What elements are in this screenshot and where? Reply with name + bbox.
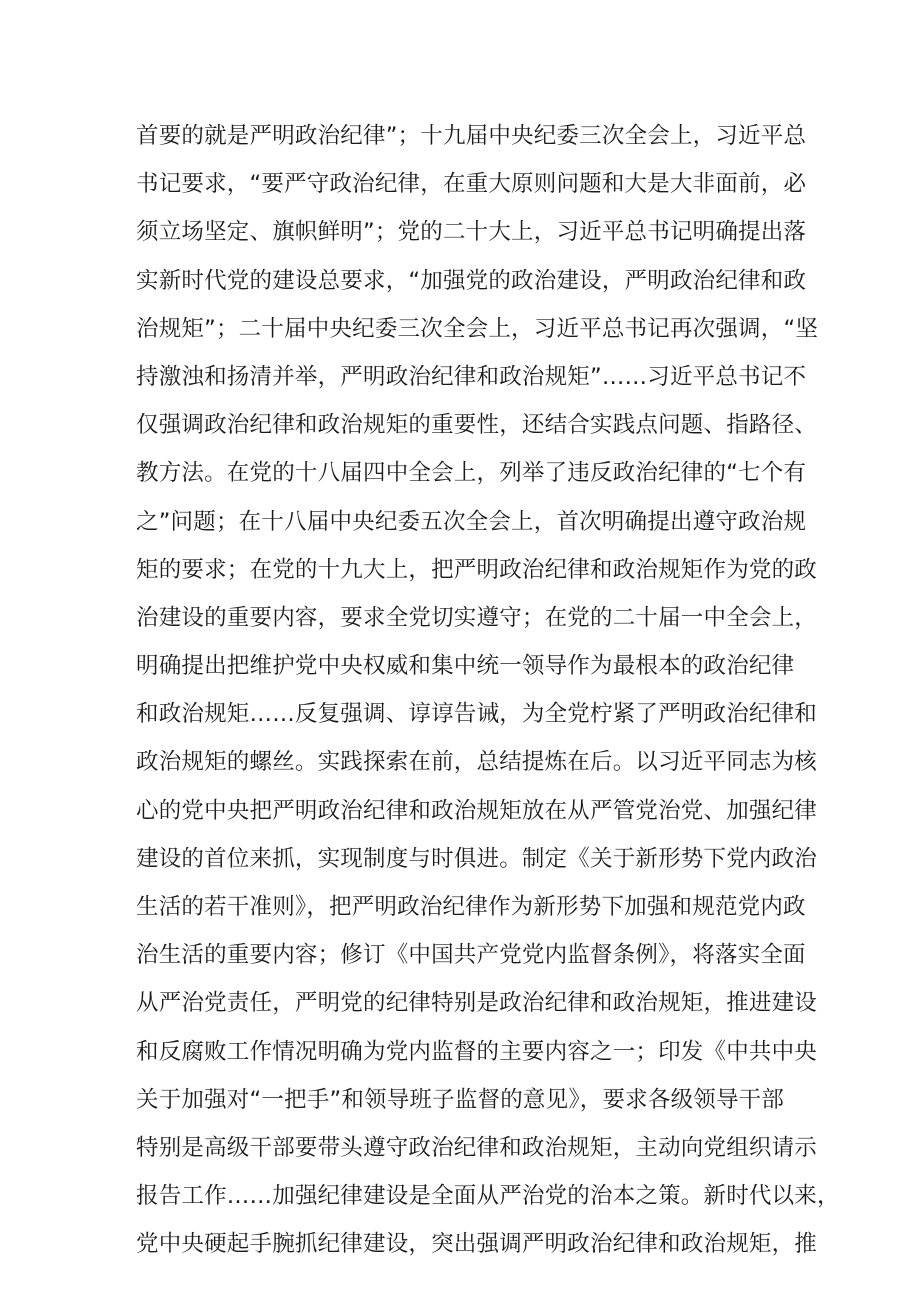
text-line: 明确提出把维护党中央权威和集中统一领导作为最根本的政治纪律 — [136, 653, 795, 680]
text-line: 首要的就是严明政治纪律”；十九届中央纪委三次全会上，习近平总 — [136, 123, 807, 149]
body-text — [136, 112, 840, 1269]
text-line: 矩的要求；在党的十九大上，把严明政治纪律和政治规矩作为党的政 — [136, 556, 818, 583]
text-line: 和政治规矩……反复强调、谆谆告诫，为全党柠紧了严明政治纪律和 — [136, 701, 818, 728]
text-line: 仅强调政治纪律和政治规矩的重要性，还结合实践点问题、指路径、 — [136, 412, 818, 439]
text-line: 持激浊和扬清并举，严明政治纪律和政治规矩”……习近平总书记不 — [136, 363, 807, 390]
text-line: 建设的首位来抓，实现制度与时俱进。制定《关于新形势下党内政治 — [136, 845, 818, 872]
text-line: 心的党中央把严明政治纪律和政治规矩放在从严管党治党、加强纪律 — [136, 797, 818, 824]
text-line: 关于加强对“一把手”和领导班子监督的意见》，要求各级领导干部 — [136, 1086, 785, 1113]
text-line: 治规矩”；二十届中央纪委三次全会上，习近平总书记再次强调，“坚 — [136, 315, 819, 342]
text-line: 之”问题；在十八届中央纪委五次全会上，首次明确提出遵守政治规 — [136, 508, 807, 535]
text-line: 党中央硬起手腕抓纪律建设，突出强调严明政治纪律和政治规矩，推 — [136, 1231, 818, 1258]
text-line: 和反腐败工作情况明确为党内监督的主要内容之一；印发《中共中央 — [136, 1038, 818, 1065]
text-line: 治生活的重要内容；修订《中国共产党党内监督条例》，将落实全面 — [136, 942, 806, 969]
text-line: 教方法。在党的十八届四中全会上，列举了违反政治纪律的“七个有 — [136, 460, 807, 487]
text-line: 政治规矩的螺丝。实践探索在前，总结提炼在后。以习近平同志为核 — [136, 749, 818, 776]
text-line: 特别是高级干部要带头遵守政治纪律和政治规矩，主动向党组织请示 — [136, 1134, 818, 1161]
text-line: 治建设的重要内容，要求全党切实遵守；在党的二十届一中全会上， — [136, 604, 818, 631]
text-line: 实新时代党的建设总要求，“加强党的政治建设，严明政治纪律和政 — [136, 267, 807, 294]
text-line: 报告工作……加强纪律建设是全面从严治党的治本之策。新时代以来， — [136, 1183, 840, 1210]
text-line: 从严治党责任，严明党的纪律特别是政治纪律和政治规矩，推进建设 — [136, 990, 818, 1017]
text-line: 须立场坚定、旗帜鲜明”；党的二十大上，习近平总书记明确提出落 — [136, 219, 807, 246]
text-line: 书记要求，“要严守政治纪律，在重大原则问题和大是大非面前，必 — [136, 171, 807, 198]
text-line: 生活的若干准则》，把严明政治纪律作为新形势下加强和规范党内政 — [136, 894, 806, 920]
